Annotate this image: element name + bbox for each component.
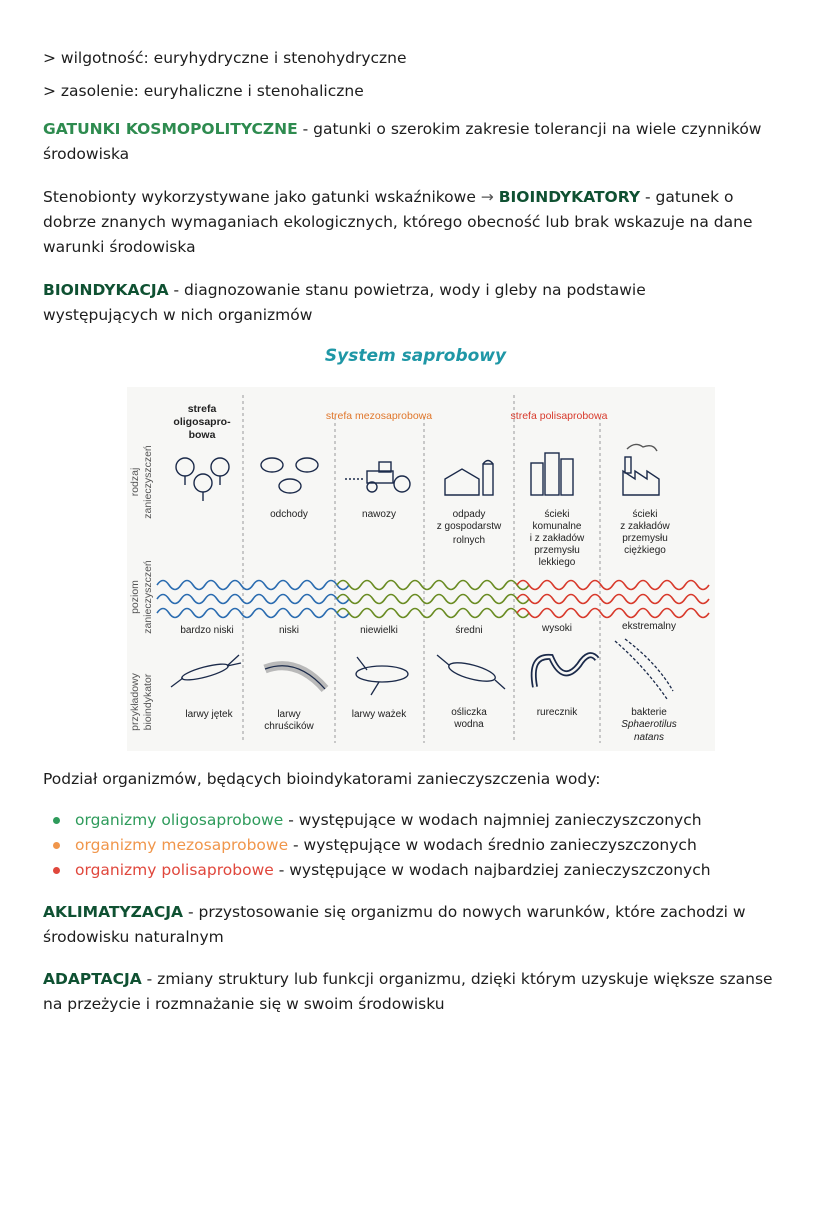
paragraph-kosmopolityczne	[43, 117, 788, 167]
pollution-type: przemysłu	[622, 533, 668, 544]
level-label: niski	[278, 625, 300, 636]
saprobic-organisms-list	[43, 808, 788, 883]
pollution-icons	[176, 444, 659, 501]
pollution-type: rolnych	[452, 535, 486, 546]
definition-aklimatyzacja: - przystosowanie się organizmu do nowych warunków, które zachodzi w środowisku naturalnym	[43, 903, 746, 946]
zone-headers	[173, 403, 607, 441]
level-label: wysoki	[541, 623, 573, 634]
term-adaptacja: ADAPTACJA	[43, 970, 142, 988]
bacteria-filaments-icon	[615, 639, 673, 699]
indicator-label: larwy ważek	[351, 709, 407, 720]
row-label-rodzaj: rodzaj	[129, 467, 141, 497]
pollution-type: z zakładów	[620, 521, 670, 532]
factory-icon	[623, 444, 659, 495]
wave-poli	[517, 581, 709, 618]
term-kosmopolityczne: GATUNKI KOSMOPOLITYCZNE	[43, 120, 298, 138]
trees-icon	[176, 458, 229, 501]
definition-kosmopolityczne: - gatunki o szerokim zakresie tolerancji na wiele czynników środowiska	[43, 120, 762, 163]
level-label: bardzo niski	[180, 625, 234, 636]
indicator-label: ośliczka	[451, 707, 487, 718]
arrow-icon: →	[475, 188, 499, 206]
pollution-type: odpady	[452, 509, 486, 520]
farm-icon	[445, 461, 493, 496]
dragonfly-larva-icon	[356, 657, 408, 695]
row-label-poziom: zanieczyszczeń	[142, 560, 154, 634]
indicator-label: larwy jętek	[185, 709, 233, 720]
row-label-bioindykator: przykładowy	[129, 673, 141, 731]
term-aklimatyzacja: AKLIMATYZACJA	[43, 903, 184, 921]
diagram-svg	[127, 387, 715, 751]
tractor-icon	[345, 462, 410, 492]
bullet-icon	[53, 817, 60, 824]
zone-mezo-label: strefa mezosaprobowa	[325, 410, 433, 422]
city-icon	[531, 453, 573, 495]
term-polisaprobowe: organizmy polisaprobowe	[75, 861, 274, 879]
term-oligosaprobowe: organizmy oligosaprobowe	[75, 811, 284, 829]
pollution-type: lekkiego	[538, 557, 576, 568]
intro-line-wilgotnosc: > wilgotność: euryhydryczne i stenohydryczne	[43, 49, 407, 67]
pollution-type: i z zakładów	[529, 533, 585, 544]
paragraph-bioindykacja	[43, 278, 703, 328]
row-label-bioindykator: bioindykator	[142, 673, 154, 731]
level-label: średni	[455, 625, 483, 636]
diagram-title: System saprobowy	[324, 346, 507, 366]
bioindicator-labels	[185, 707, 676, 743]
water-louse-icon	[437, 655, 505, 689]
paragraph-bioindykatory	[43, 185, 788, 260]
mayfly-larva-icon	[171, 655, 241, 687]
pollution-level-labels	[180, 621, 676, 636]
pollution-type: odchody	[270, 509, 308, 520]
list-item	[43, 808, 788, 833]
definition-oligosaprobowe: - występujące w wodach najmniej zanieczyszczonych	[283, 811, 702, 829]
definition-adaptacja: - zmiany struktury lub funkcji organizmu, dzięki którym uzyskuje większe szanse na przeżycie i rozmnażanie się w swoim środowisku	[43, 970, 773, 1013]
zone-oligo-line: bowa	[188, 429, 216, 441]
term-bioindykatory: BIOINDYKATORY	[498, 188, 641, 206]
zone-poli-label: strefa polisaprobowa	[510, 410, 608, 422]
division-intro: Podział organizmów, będących bioindykatorami zanieczyszczenia wody:	[43, 770, 601, 788]
indicator-label: larwy	[277, 709, 301, 720]
pollution-type: z gospodarstw	[436, 521, 502, 532]
list-item	[43, 858, 788, 883]
pollution-type: ścieki	[544, 509, 570, 520]
pollution-type: ścieki	[632, 509, 658, 520]
list-item	[43, 833, 788, 858]
pigs-icon	[261, 458, 318, 493]
pollution-type-labels	[270, 509, 670, 568]
wave-oligo	[157, 581, 349, 618]
definition-mezosaprobowe: - występujące w wodach średnio zanieczyszczonych	[288, 836, 697, 854]
saprobic-system-diagram	[127, 387, 715, 751]
indicator-label: Sphaerotilus	[621, 719, 677, 730]
bullet-icon	[53, 867, 60, 874]
level-label: ekstremalny	[622, 621, 676, 632]
row-label-poziom: poziom	[129, 580, 141, 614]
pollution-type: ciężkiego	[624, 545, 666, 556]
paragraph-aklimatyzacja	[43, 900, 788, 950]
paragraph-adaptacja	[43, 967, 788, 1017]
tubifex-worm-icon	[534, 655, 597, 687]
bioindykatory-intro: Stenobionty wykorzystywane jako gatunki wskaźnikowe	[43, 188, 476, 206]
water-waves	[157, 581, 709, 618]
indicator-label: chruścików	[264, 721, 314, 732]
bullet-icon	[53, 842, 60, 849]
bioindicator-icons	[171, 639, 673, 699]
term-bioindykacja: BIOINDYKACJA	[43, 281, 169, 299]
indicator-label: wodna	[454, 719, 484, 730]
zone-oligo-line: strefa	[187, 403, 217, 415]
indicator-label: bakterie	[631, 707, 667, 718]
intro-line-zasolenie: > zasolenie: euryhaliczne i stenohaliczne	[43, 82, 364, 100]
indicator-label: natans	[633, 732, 665, 743]
column-dividers	[243, 395, 600, 743]
level-label: niewielki	[360, 625, 398, 636]
term-mezosaprobowe: organizmy mezosaprobowe	[75, 836, 289, 854]
pollution-type: przemysłu	[534, 545, 580, 556]
row-label-rodzaj: zanieczyszczeń	[142, 445, 154, 519]
pollution-type: nawozy	[362, 509, 396, 520]
zone-oligo-line: oligosapro-	[173, 416, 231, 428]
definition-polisaprobowe: - występujące w wodach najbardziej zanieczyszczonych	[273, 861, 711, 879]
definition-bioindykacja: - diagnozowanie stanu powietrza, wody i gleby na podstawie występujących w nich organizmów	[43, 281, 646, 324]
definition-bioindykatory: - gatunek o dobrze znanych wymaganiach ekologicznych, którego obecność lub brak wskazuje na dane warunki środowiska	[43, 188, 753, 256]
wave-mezo	[337, 581, 529, 618]
caddisfly-larva-icon	[265, 666, 325, 689]
row-labels	[129, 445, 154, 731]
pollution-type: komunalne	[532, 521, 582, 532]
indicator-label: rurecznik	[536, 707, 578, 718]
